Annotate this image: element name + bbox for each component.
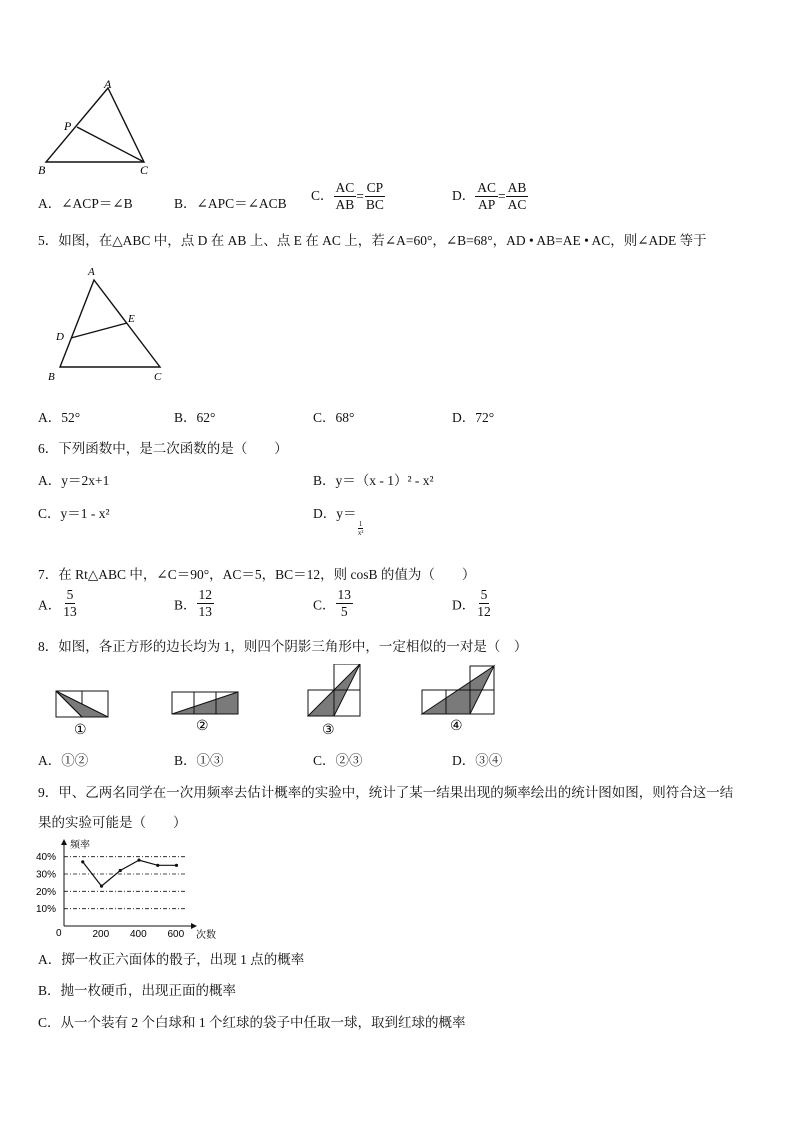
equals-sign: = [356, 188, 364, 204]
q4-label-p: P [64, 119, 72, 133]
q8-stem: 8．如图，各正方形的边长均为 1，则四个阴影三角形中，一定相似的一对是（ ） [38, 639, 528, 654]
option-frac [197, 588, 215, 619]
q9-frequency-chart [34, 836, 224, 944]
series-line [83, 860, 177, 886]
frac-denominator: 5 [340, 604, 348, 620]
data-point [175, 864, 178, 867]
q4-option-d-frac1 [475, 181, 498, 212]
frac-denominator: 13 [63, 604, 77, 620]
option-frac [61, 588, 79, 619]
x-tick-label: 200 [92, 929, 110, 940]
frac-denominator: AP [478, 197, 496, 213]
y-axis-label: 频率 [70, 840, 90, 851]
y-tick-label: 20% [36, 886, 57, 898]
frac-numerator: AC [334, 181, 357, 197]
y-tick-label: 40% [36, 852, 57, 864]
q4-option-b: B．∠APC＝∠ACB [174, 196, 287, 211]
frac-numerator: 5 [479, 588, 490, 604]
q5-option-c: C．68° [313, 410, 355, 425]
q5-label-d: D [56, 331, 64, 343]
q5-segment-de [71, 323, 127, 338]
frac-denominator: BC [365, 197, 384, 213]
q9-option-c: C．从一个装有 2 个白球和 1 个红球的袋子中任取一球，取到红球的概率 [38, 1015, 466, 1030]
q4-option-d [452, 181, 528, 212]
q8-label-2: ② [196, 719, 209, 734]
q5-option-a: A．52° [38, 410, 81, 425]
data-point [100, 885, 103, 888]
q9-option-a: A．掷一枚正六面体的骰子，出现 1 点的概率 [38, 952, 305, 967]
q4-label-b: B [38, 163, 46, 177]
q4-triangle-abc [46, 88, 144, 162]
q8-label-1: ① [74, 723, 87, 738]
q4-label-a: A [104, 77, 112, 91]
frac-numerator: 1 [358, 519, 363, 528]
q6-option-c: C．y＝1 - x² [38, 506, 110, 521]
frac-numerator: 5 [65, 588, 76, 604]
shaded-triangle [172, 692, 238, 714]
q5-label-c: C [154, 371, 162, 383]
q9-stem-line1: 9．甲、乙两名同学在一次用频率去估计概率的实验中，统计了某一结果出现的频率绘出的统计图如图，则符合这一结 [38, 785, 734, 800]
option-prefix: D． [452, 597, 476, 613]
q8-option-c: C．②③ [313, 753, 363, 768]
data-point [156, 864, 159, 867]
q5-label-b: B [48, 371, 55, 383]
q4-segment-pc [77, 127, 144, 162]
q4-option-c-frac1 [334, 181, 357, 212]
q5-label-a: A [88, 266, 95, 278]
option-prefix: A． [38, 597, 62, 613]
q8-label-4: ④ [450, 719, 463, 734]
q5-stem: 5．如图，在△ABC 中，点 D 在 AB 上、点 E 在 AC 上，若∠A=60°，∠B=68°，AD • AB=AE • AC，则∠ADE 等于 [38, 233, 707, 248]
frac-denominator: AC [507, 197, 527, 213]
origin-label: 0 [56, 928, 62, 939]
frac-denominator: AB [335, 197, 355, 213]
q8-figure-3 [308, 664, 360, 738]
q4-option-c [311, 181, 386, 212]
q5-triangle-figure [44, 262, 174, 386]
q8-figure [50, 664, 510, 740]
q7-option-a [38, 588, 79, 619]
q7-option-c [313, 588, 353, 619]
q5-triangle-abc [60, 280, 160, 367]
frac-numerator: CP [365, 181, 386, 197]
q9-stem-line2: 果的实验可能是（ ） [38, 815, 187, 830]
frac-denominator: 13 [198, 604, 213, 620]
y-tick-label: 30% [36, 869, 57, 881]
q6-option-b: B．y＝（x - 1）² - x² [313, 473, 434, 488]
q5-option-d: D．72° [452, 410, 495, 425]
x-tick-label: 600 [167, 929, 185, 940]
option-prefix: C． [313, 597, 336, 613]
q6-stem: 6．下列函数中，是二次函数的是（ ） [38, 441, 288, 456]
frac-denominator: 12 [477, 604, 491, 620]
data-point [81, 860, 84, 863]
q8-option-a: A．①② [38, 753, 89, 768]
data-point [119, 869, 122, 872]
q6-option-d-prefix: D．y＝ [313, 506, 357, 521]
x-tick-label: 400 [130, 929, 147, 940]
option-frac [475, 588, 493, 619]
q4-option-d-frac2 [506, 181, 529, 212]
q8-label-3: ③ [322, 723, 335, 738]
q5-option-b: B．62° [174, 410, 216, 425]
q4-option-a: A．∠ACP＝∠B [38, 196, 133, 211]
q4-option-d-prefix: D． [452, 187, 476, 203]
frac-numerator: AB [506, 181, 529, 197]
q7-option-d [452, 588, 493, 619]
q8-figure-4 [422, 666, 494, 734]
q8-option-b: B．①③ [174, 753, 224, 768]
frac-numerator: 12 [197, 588, 215, 604]
q8-figure-2 [172, 692, 238, 734]
q6-option-a: A．y＝2x+1 [38, 473, 110, 488]
equals-sign: = [498, 188, 506, 204]
q9-option-b: B．抛一枚硬币，出现正面的概率 [38, 983, 237, 998]
q6-option-d [313, 502, 369, 537]
frac-numerator: 13 [336, 588, 354, 604]
q4-option-c-frac2 [364, 181, 386, 212]
q7-stem: 7．在 Rt△ABC 中，∠C＝90°，AC＝5，BC＝12，则 cosB 的值为（ ） [38, 567, 476, 582]
q8-figure-1 [56, 691, 108, 738]
option-prefix: B． [174, 597, 197, 613]
q6-option-d-frac [356, 521, 366, 538]
y-tick-label: 10% [36, 904, 57, 916]
q4-triangle-figure [30, 74, 160, 178]
q5-label-e: E [128, 313, 135, 325]
q4-label-c: C [140, 163, 149, 177]
q7-option-b [174, 588, 214, 619]
q8-option-d: D．③④ [452, 753, 503, 768]
option-frac [336, 588, 354, 619]
q4-option-c-prefix: C． [311, 187, 334, 203]
frac-numerator: AC [475, 181, 498, 197]
data-point [137, 859, 140, 862]
frac-denominator: x² [357, 528, 364, 537]
x-axis-label: 次数 [196, 930, 216, 941]
